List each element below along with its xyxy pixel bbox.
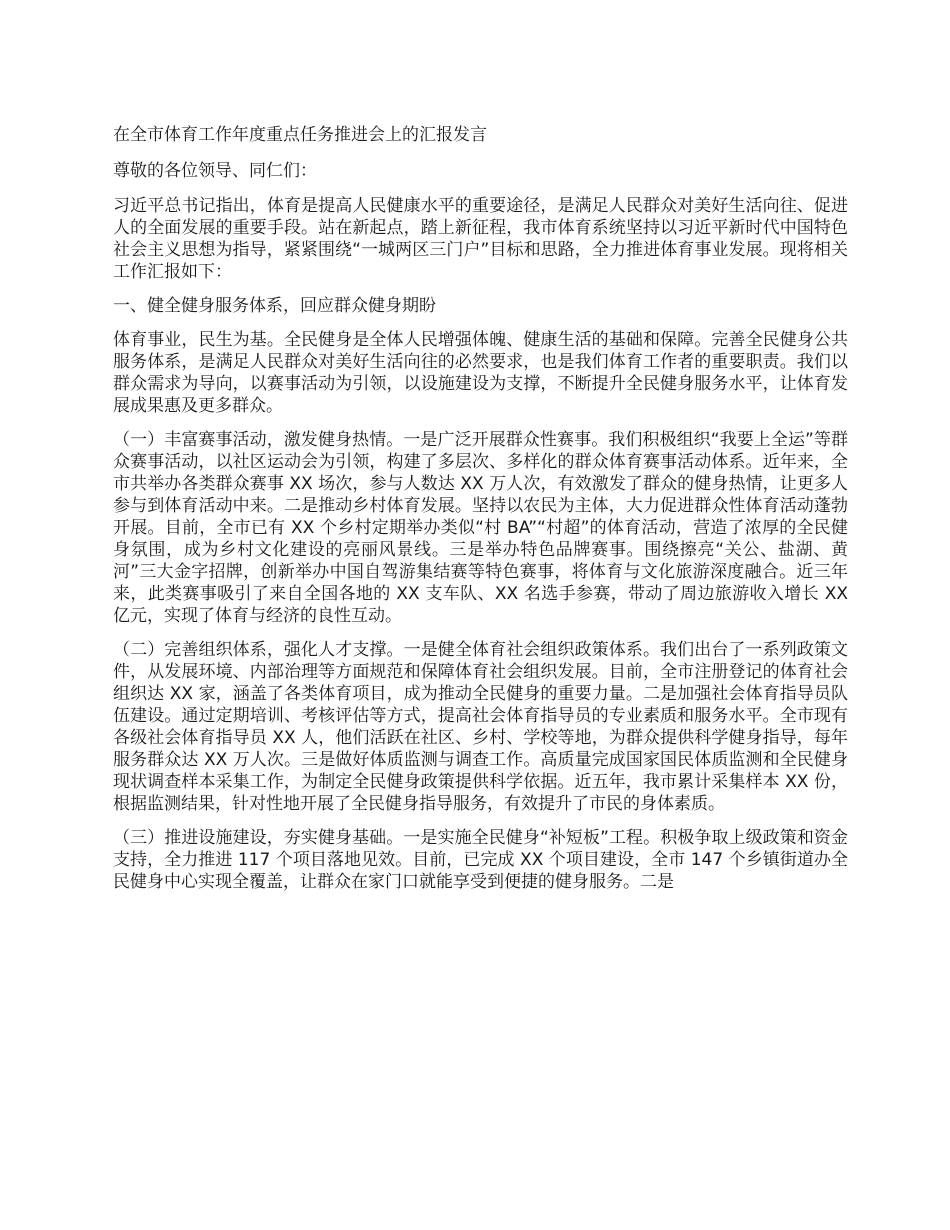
document-body bbox=[113, 124, 848, 905]
document-title: 在全市体育工作年度重点任务推进会上的汇报发言 bbox=[113, 125, 487, 145]
section-heading-1: 一、健全健身服务体系，回应群众健身期盼 bbox=[113, 296, 436, 316]
subsection-1-paragraph: （一）丰富赛事活动，激发健身热情。一是广泛开展群众性赛事。我们积极组织“我要上全运”等群众赛事活动，以社区运动会为引领，构建了多层次、多样化的群众体育赛事活动体系。近年来，全市共举办各类群众赛事 XX 场次，参与人数达 XX 万人次，有效激发了群众的健身热情，让更多人参与到体育活动中来。二是推动乡村体育发展。坚持以农民为主体，大力促进群众性体育活动蓬勃开展。目前，全市已有 XX 个乡村定期举办类似“村 BA”“村超”的体育活动，营造了浓厚的全民健身氛围，成为乡村文化建设的亮丽风景线。三是举办特色品牌赛事。围绕擦亮“关公、盐湖、黄河”三大金字招牌，创新举办中国自驾游集结赛等特色赛事，将体育与文化旅游深度融合。近三年来，此类赛事吸引了来自全国各地的 XX 支车队、XX 名选手参赛，带动了周边旅游收入增长 XX 亿元，实现了体育与经济的良性互动。 bbox=[113, 430, 848, 626]
subsection-2-paragraph: （二）完善组织体系，强化人才支撑。一是健全体育社会组织政策体系。我们出台了一系列政策文件，从发展环境、内部治理等方面规范和保障体育社会组织发展。目前，全市注册登记的体育社会组织达 XX 家，涵盖了各类体育项目，成为推动全民健身的重要力量。二是加强社会体育指导员队伍建设。通过定期培训、考核评估等方式，提高社会体育指导员的专业素质和服务水平。全市现有各级社会体育指导员 XX 人，他们活跃在社区、乡村、学校等地，为群众提供科学健身指导，每年服务群众达 XX 万人次。三是做好体质监测与调查工作。高质量完成国家国民体质监测和全民健身现状调查样本采集工作，为制定全民健身政策提供科学依据。近五年，我市累计采集样本 XX 份，根据监测结果，针对性地开展了全民健身指导服务，有效提升了市民的身体素质。 bbox=[113, 640, 848, 814]
salutation: 尊敬的各位领导、同仁们： bbox=[113, 161, 317, 181]
section-1-intro-paragraph: 体育事业，民生为基。全民健身是全体人民增强体魄、健康生活的基础和保障。完善全民健身公共服务体系，是满足人民群众对美好生活向往的必然要求，也是我们体育工作者的重要职责。我们以群众需求为导向，以赛事活动为引领，以设施建设为支撑，不断提升全民健身服务水平，让体育发展成果惠及更多群众。 bbox=[113, 330, 848, 416]
subsection-3-paragraph: （三）推进设施建设，夯实健身基础。一是实施全民健身“补短板”工程。积极争取上级政策和资金支持，全力推进 117 个项目落地见效。目前，已完成 XX 个项目建设，全市 147 个乡镇街道办全民健身中心实现全覆盖，让群众在家门口就能享受到便捷的健身服务。二是 bbox=[113, 828, 848, 892]
intro-paragraph: 习近平总书记指出，体育是提高人民健康水平的重要途径，是满足人民群众对美好生活向往、促进人的全面发展的重要手段。站在新起点，踏上新征程，我市体育系统坚持以习近平新时代中国特色社会主义思想为指导，紧紧围绕“一城两区三门户”目标和思路，全力推进体育事业发展。现将相关工作汇报如下： bbox=[113, 196, 848, 282]
